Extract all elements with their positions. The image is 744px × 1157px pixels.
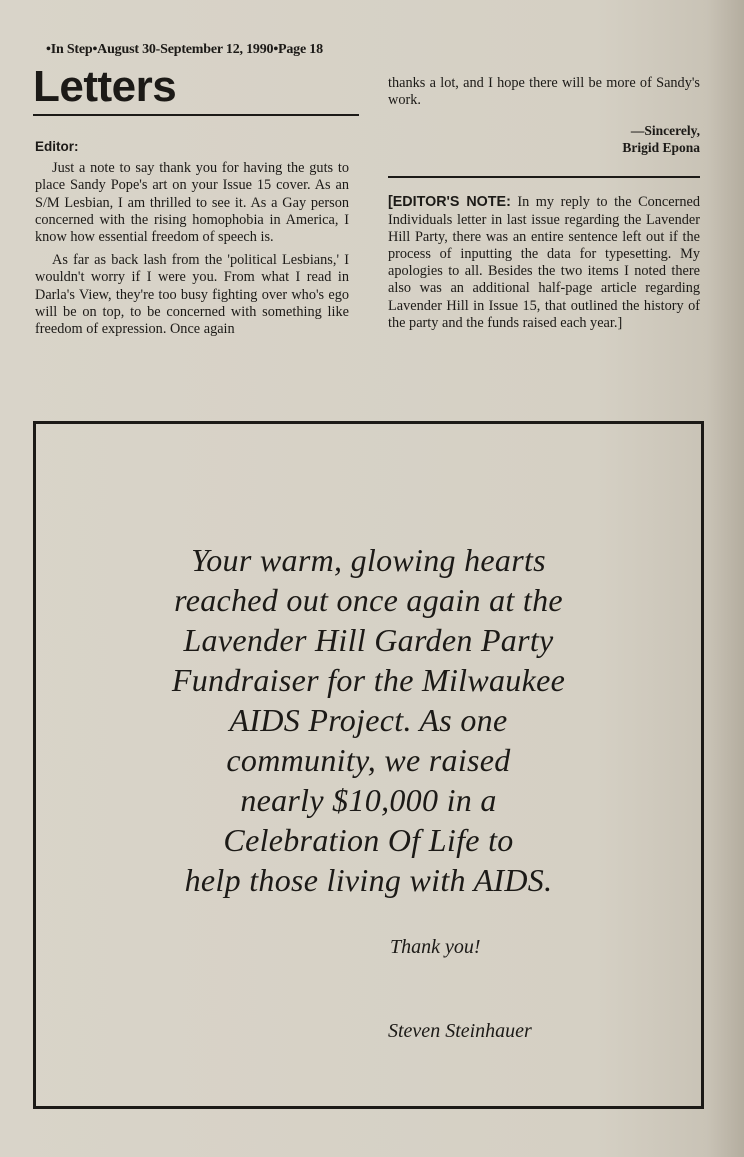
ad-line: Fundraiser for the Milwaukee [171, 662, 566, 698]
ad-line: Lavender Hill Garden Party [183, 622, 554, 658]
letter-salutation: Editor: [35, 139, 79, 154]
editors-note-text: In my reply to the Concerned Individuals letter in last issue regarding the Lavender Hill Party, there was an entire sentence left out if the process of inputting the data for typesetting. My apologies to all. Besides the two items I noted there also was an additional half-page article regarding Lavender Hill in Issue 15, that outlined the history of the party and the funds raised each year.] [388, 194, 700, 331]
section-title: Letters [33, 62, 177, 111]
thank-you-ad [33, 421, 704, 1109]
letter-paragraph: As far as back lash from the 'political Lesbians,' I wouldn't worry if I were you. From what I read in Darla's View, they're too busy fighting over who's ego will be on top, to be concerned with something like freedom of expression. Once again [35, 252, 349, 338]
letter-column-left [35, 138, 349, 338]
editors-note-label: [EDITOR'S NOTE: [388, 194, 511, 211]
title-rule [33, 114, 359, 116]
editors-note [388, 194, 700, 332]
letter-closing: —Sincerely, [630, 123, 700, 139]
ad-line: Your warm, glowing hearts [191, 542, 546, 578]
ad-message [76, 540, 661, 900]
running-head: •In Step•August 30-September 12, 1990•Page 18 [46, 42, 323, 57]
ad-line: nearly $10,000 in a [240, 782, 497, 818]
ad-thanks: Thank you! [390, 936, 481, 958]
column-rule [388, 176, 700, 178]
ad-line: reached out once again at the [174, 582, 563, 618]
ad-line: help those living with AIDS. [184, 862, 553, 898]
ad-line: community, we raised [226, 742, 511, 778]
letter-signoff [388, 122, 700, 156]
letter-paragraph: Just a note to say thank you for having the guts to place Sandy Pope's art on your Issue 15 cover. As an S/M Lesbian, I am thrilled to see it. As a Gay person concerned with the rising homophobia in America, I know how essential freedom of speech is. [35, 160, 349, 246]
letter-signature: Brigid Epona [622, 140, 700, 156]
letter-column-right [388, 75, 700, 332]
ad-line: AIDS Project. As one [229, 702, 508, 738]
letter-paragraph-continued: thanks a lot, and I hope there will be more of Sandy's work. [388, 75, 700, 109]
ad-line: Celebration Of Life to [223, 822, 514, 858]
ad-signature: Steven Steinhauer [388, 1020, 532, 1042]
